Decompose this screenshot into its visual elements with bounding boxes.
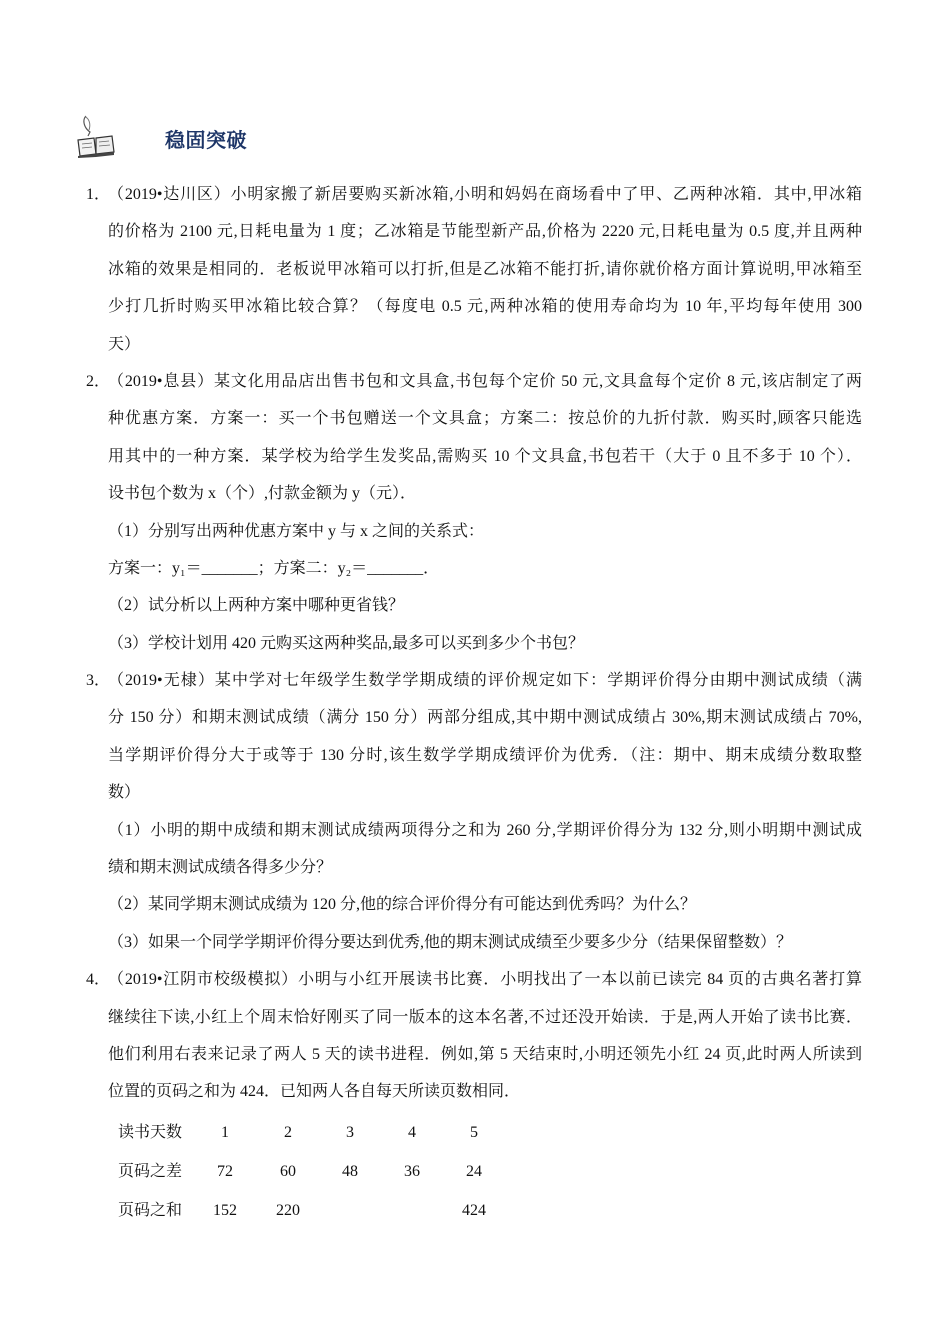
table-cell: 1 xyxy=(221,1123,229,1141)
line-text: 天） xyxy=(108,335,141,353)
table-cell: 152 xyxy=(213,1201,237,1219)
text-line xyxy=(0,662,950,699)
question-number: 1． xyxy=(86,186,111,203)
question-4 xyxy=(0,961,950,1111)
table-cell: 2 xyxy=(284,1123,292,1141)
text-line xyxy=(0,924,950,961)
text-line xyxy=(0,1036,950,1073)
line-text: 冰箱的效果是相同的．老板说甲冰箱可以打折,但是乙冰箱不能打折,请你就价格方面计算说明,甲冰箱至 xyxy=(108,260,862,278)
table-cell: 48 xyxy=(342,1162,358,1180)
table-cell: 4 xyxy=(408,1123,416,1141)
line-text: （2019•江阴市校级模拟）小明与小红开展读书比赛．小明找出了一本以前已读完 84 页的古典名著打算 xyxy=(108,971,862,989)
table-cell: 36 xyxy=(404,1162,420,1180)
line-text: （3）如果一个同学学期评价得分要达到优秀,他的期末测试成绩至少要多少分（结果保留整数）？ xyxy=(108,933,793,951)
table-row xyxy=(0,1191,950,1230)
line-text: 当学期评价得分大于或等于 130 分时,该生数学学期成绩评价为优秀．（注：期中、期末成绩分数取整 xyxy=(108,746,862,764)
table-cell: 424 xyxy=(462,1201,486,1219)
line-text: （3）学校计划用 420 元购买这两种奖品,最多可以买到多少个书包？ xyxy=(108,634,585,652)
text-line xyxy=(0,438,950,475)
reading-progress-table xyxy=(0,1113,950,1230)
text-line xyxy=(0,288,950,325)
book-quill-icon xyxy=(76,114,116,158)
text-line xyxy=(0,176,950,213)
question-2 xyxy=(0,363,950,662)
line-text: 少打几折时购买甲冰箱比较合算？（每度电 0.5 元,两种冰箱的使用寿命均为 10 年,平均每年使用 300 xyxy=(108,298,862,316)
line-text: 位置的页码之和为 424．已知两人各自每天所读页数相同． xyxy=(108,1083,521,1101)
text-line xyxy=(0,774,950,811)
line-text: 的价格为 2100 元,日耗电量为 1 度；乙冰箱是节能型新产品,价格为 2220 元,日耗电量为 0.5 度,并且两种 xyxy=(108,223,862,241)
question-number: 2． xyxy=(86,372,111,390)
text-line xyxy=(0,513,950,550)
line-text: 设书包个数为 x（个）,付款金额为 y（元）． xyxy=(108,485,417,503)
table-row xyxy=(0,1113,950,1152)
line-text: （2019•无棣）某中学对七年级学生数学学期成绩的评价规定如下：学期评价得分由期中测试成绩（满 xyxy=(108,672,862,690)
line-text: （2）某同学期末测试成绩为 120 分,他的综合评价得分有可能达到优秀吗？为什么？ xyxy=(108,896,697,914)
text-line xyxy=(0,886,950,923)
line-text: 种优惠方案．方案一：买一个书包赠送一个文具盒；方案二：按总价的九折付款．购买时,顾客只能选 xyxy=(108,410,862,428)
line-text: 继续往下读,小红上个周末恰好刚买了同一版本的这本名著,不过还没开始读．于是,两人开始了读书比赛． xyxy=(108,1008,862,1026)
text-line xyxy=(0,587,950,624)
text-line xyxy=(0,849,950,886)
text-line xyxy=(0,737,950,774)
question-number: 4． xyxy=(86,971,111,989)
table-cell: 72 xyxy=(217,1162,233,1180)
text-line xyxy=(0,1073,950,1110)
text-line xyxy=(0,812,950,849)
text-line xyxy=(0,475,950,512)
line-text: 用其中的一种方案．某学校为给学生发奖品,需购买 10 个文具盒,书包若干（大于 0 且不多于 10 个）． xyxy=(108,447,862,465)
line-text: （2019•息县）某文化用品店出售书包和文具盒,书包每个定价 50 元,文具盒每个定价 8 元,该店制定了两 xyxy=(108,372,862,390)
question-1 xyxy=(0,176,950,363)
text-line xyxy=(0,400,950,437)
question-list xyxy=(0,176,950,1230)
line-text: 方案一：y₁＝_______；方案二：y₂＝_______． xyxy=(108,559,440,577)
table-row xyxy=(0,1152,950,1191)
text-line xyxy=(0,999,950,1036)
table-cell: 60 xyxy=(280,1162,296,1180)
line-text: （2）试分析以上两种方案中哪种更省钱？ xyxy=(108,597,405,615)
table-cell: 220 xyxy=(276,1201,300,1219)
table-cell: 24 xyxy=(466,1162,482,1180)
line-text: 数） xyxy=(108,784,141,802)
line-text: 他们利用右表来记录了两人 5 天的读书进程．例如,第 5 天结束时,小明还领先小红 24 页,此时两人所读到 xyxy=(108,1045,862,1063)
text-line xyxy=(0,326,950,363)
line-text: （2019•达川区）小明家搬了新居要购买新冰箱,小明和妈妈在商场看中了甲、乙两种冰箱．其中,甲冰箱 xyxy=(108,186,862,203)
question-number: 3． xyxy=(86,672,111,690)
text-line xyxy=(0,213,950,250)
text-line xyxy=(0,550,950,587)
line-text: （1）分别写出两种优惠方案中 y 与 x 之间的关系式： xyxy=(108,522,485,540)
text-line xyxy=(0,363,950,400)
question-3 xyxy=(0,662,950,961)
table-cell: 5 xyxy=(470,1123,478,1141)
row-label: 读书天数 xyxy=(118,1123,183,1141)
section-title: 稳固突破 xyxy=(165,128,247,152)
row-label: 页码之和 xyxy=(118,1201,183,1219)
text-line xyxy=(0,625,950,662)
text-line xyxy=(0,251,950,288)
text-line xyxy=(0,961,950,998)
line-text: 绩和期末测试成绩各得多少分？ xyxy=(108,859,333,877)
table-cell: 3 xyxy=(346,1123,354,1141)
row-label: 页码之差 xyxy=(118,1162,183,1180)
line-text: 分 150 分）和期末测试成绩（满分 150 分）两部分组成,其中期中测试成绩占 30%,期末测试成绩占 70%, xyxy=(108,709,862,727)
line-text: （1）小明的期中成绩和期末测试成绩两项得分之和为 260 分,学期评价得分为 132 分,则小明期中测试成 xyxy=(108,821,862,839)
text-line xyxy=(0,699,950,736)
